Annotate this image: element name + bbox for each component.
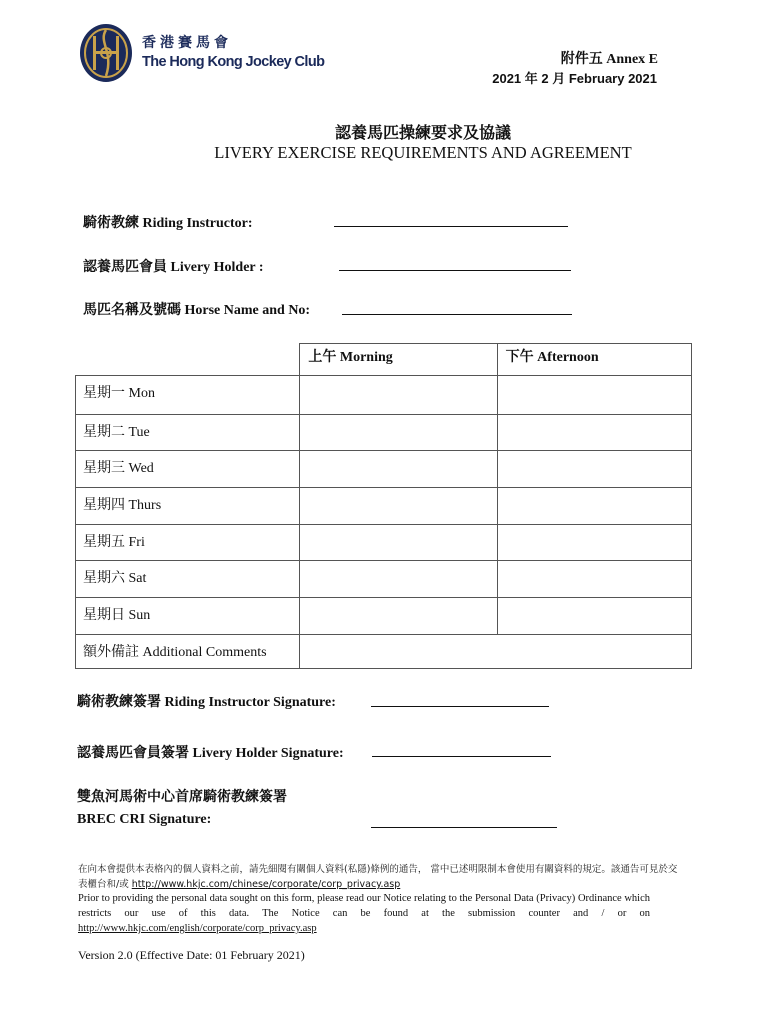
day-label-fri: 星期五 Fri [83,535,145,550]
day-cell [76,525,300,561]
table-row [76,451,692,488]
day-label-sat: 星期六 Sat [83,571,147,586]
brec-signature-field[interactable] [371,827,557,828]
privacy-notice-chinese [78,862,678,892]
day-label-wed: 星期三 Wed [83,461,154,476]
comments-label-cell [76,635,300,669]
brec-signature-label-en: BREC CRI Signature: [77,812,212,827]
day-cell [76,451,300,488]
day-label-mon: 星期一 Mon [83,386,155,401]
table-corner-cell [76,344,300,376]
morning-header [300,344,497,376]
sun-morning-cell[interactable] [300,598,497,635]
table-row [76,525,692,561]
day-cell [76,376,300,415]
table-row [76,598,692,635]
privacy-notice-english-text: Prior to providing the personal data sought on this form, please read our Notice relating to the Personal Data (Privacy) Ordinance which restricts our use of this data. The Notice can be found at the submission counter and / or on [78,893,650,919]
instructor-signature-label: 騎術教練簽署 Riding Instructor Signature: [77,695,336,710]
annex-date: 2021 年 2 月 February 2021 [492,71,657,86]
holder-signature-field[interactable] [372,756,551,757]
wed-morning-cell[interactable] [300,451,497,488]
sat-morning-cell[interactable] [300,561,497,598]
riding-instructor-field[interactable] [334,226,568,227]
privacy-link-english[interactable]: http://www.hkjc.com/english/corporate/corp_privacy.asp [78,923,317,934]
thurs-afternoon-cell[interactable] [497,488,691,525]
day-label-sun: 星期日 Sun [83,608,151,623]
comments-field[interactable] [300,635,692,669]
hkjc-logo [78,22,325,88]
instructor-signature-field[interactable] [371,706,549,707]
livery-holder-label: 認養馬匹會員 Livery Holder : [83,260,264,275]
holder-signature-label: 認養馬匹會員簽署 Livery Holder Signature: [77,746,344,761]
day-cell [76,598,300,635]
tue-morning-cell[interactable] [300,415,497,451]
mon-afternoon-cell[interactable] [497,376,691,415]
day-cell [76,488,300,525]
title-english: LIVERY EXERCISE REQUIREMENTS AND AGREEMENT [214,143,632,162]
day-label-thurs: 星期四 Thurs [83,498,162,513]
table-row [76,561,692,598]
sun-afternoon-cell[interactable] [497,598,691,635]
wed-afternoon-cell[interactable] [497,451,691,488]
afternoon-header [497,344,691,376]
version-footer: Version 2.0 (Effective Date: 01 February 2021) [78,948,305,962]
afternoon-header-label: 下午 Afternoon [505,350,599,365]
privacy-notice-english [78,891,650,936]
thurs-morning-cell[interactable] [300,488,497,525]
morning-header-label: 上午 Morning [308,350,393,365]
privacy-link-chinese[interactable]: http://www.hkjc.com/chinese/corporate/corp_privacy.asp [131,879,401,890]
annex-label: 附件五 Annex E [560,52,658,67]
livery-holder-field[interactable] [339,270,571,271]
horse-name-label: 馬匹名稱及號碼 Horse Name and No: [83,303,311,318]
logo-chinese-name: 香港賽馬會 [142,35,232,51]
brec-signature-label-zh: 雙魚河馬術中心首席騎術教練簽署 [77,789,287,805]
privacy-notice-chinese-text: 在向本會提供本表格內的個人資料之前，請先細閱有關個人資料(私隱)條例的通告， 當中已述明限制本會使用有關資料的規定。該通告可見於交表櫃台和/或 [78,864,678,890]
day-label-tue: 星期二 Tue [83,425,150,440]
hkjc-crest-icon [78,22,134,84]
day-cell [76,561,300,598]
table-row [76,488,692,525]
comments-label: 額外備註 Additional Comments [83,645,267,660]
mon-morning-cell[interactable] [300,376,497,415]
title-chinese: 認養馬匹操練要求及協議 [334,123,511,142]
fri-morning-cell[interactable] [300,525,497,561]
comments-row [76,635,692,669]
horse-name-field[interactable] [342,314,572,315]
table-row [76,376,692,415]
exercise-schedule-table [75,343,692,669]
tue-afternoon-cell[interactable] [497,415,691,451]
fri-afternoon-cell[interactable] [497,525,691,561]
sat-afternoon-cell[interactable] [497,561,691,598]
logo-english-name: The Hong Kong Jockey Club [142,54,325,70]
riding-instructor-label: 騎術教練 Riding Instructor: [83,216,253,231]
table-header-row [76,344,692,376]
table-row [76,415,692,451]
day-cell [76,415,300,451]
